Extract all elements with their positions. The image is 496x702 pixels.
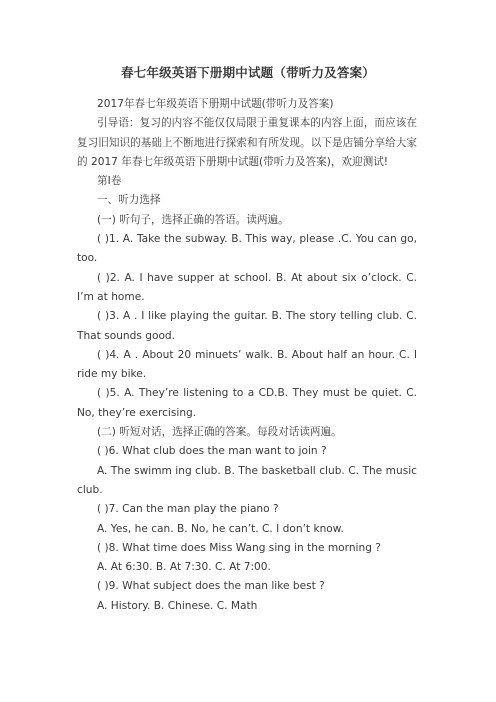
question-6: ( )6. What club does the man want to join ?: [97, 445, 327, 458]
section-heading: 第Ⅰ卷: [97, 175, 122, 188]
subsection-heading-2: (二) 听短对话，选择正确的答案。每段对话读两遍。: [97, 426, 342, 439]
paragraph-subtitle: 2017年春七年级英语下册期中试题(带听力及答案): [97, 98, 334, 110]
question-8-options: A. At 6:30. B. At 7:30. C. At 7:00.: [97, 561, 271, 574]
question-8: ( )8. What time does Miss Wang sing in the morning ?: [97, 541, 381, 554]
document-body: [77, 95, 417, 616]
question-9: ( )9. What subject does the man like best ?: [97, 580, 325, 593]
question-7: ( )7. Can the man play the piano ?: [97, 503, 279, 516]
paragraph-intro: 引导语：复习的内容不能仅仅局限于重复课本的内容上面，而应该在复习旧知识的基础上不断地进行探索和有所发现。以下是店铺分享给大家的 2017 年春七年级英语下册期中试题(带听力及答案)，欢迎测试!: [77, 117, 417, 168]
part-heading: 一、听力选择: [97, 194, 161, 207]
subsection-heading: (一) 听句子，选择正确的答语。读两遍。: [97, 213, 289, 226]
question-7-options: A. Yes, he can. B. No, he can’t. C. I don’t know.: [97, 522, 344, 535]
question-2: ( )2. A. I have supper at school. B. At about six o’clock. C. I’m at home.: [77, 271, 417, 303]
question-5: ( )5. A. They’re listening to a CD.B. They must be quiet. C. No, they’re exercising.: [77, 387, 417, 419]
document-title: 春七年级英语下册期中试题（带听力及答案）: [120, 65, 375, 80]
question-4: ( )4. A . About 20 minuets’ walk. B. About half an hour. C. I ride my bike.: [77, 348, 417, 381]
question-3: ( )3. A . I like playing the guitar. B. The story telling club. C. That sounds good.: [77, 310, 417, 342]
question-1: ( )1. A. Take the subway. B. This way, please .C. You can go, too.: [77, 233, 417, 265]
question-6-options: A. The swimm ing club. B. The basketball club. C. The music club.: [77, 464, 417, 496]
question-9-options: A. History. B. Chinese. C. Math: [97, 599, 258, 612]
